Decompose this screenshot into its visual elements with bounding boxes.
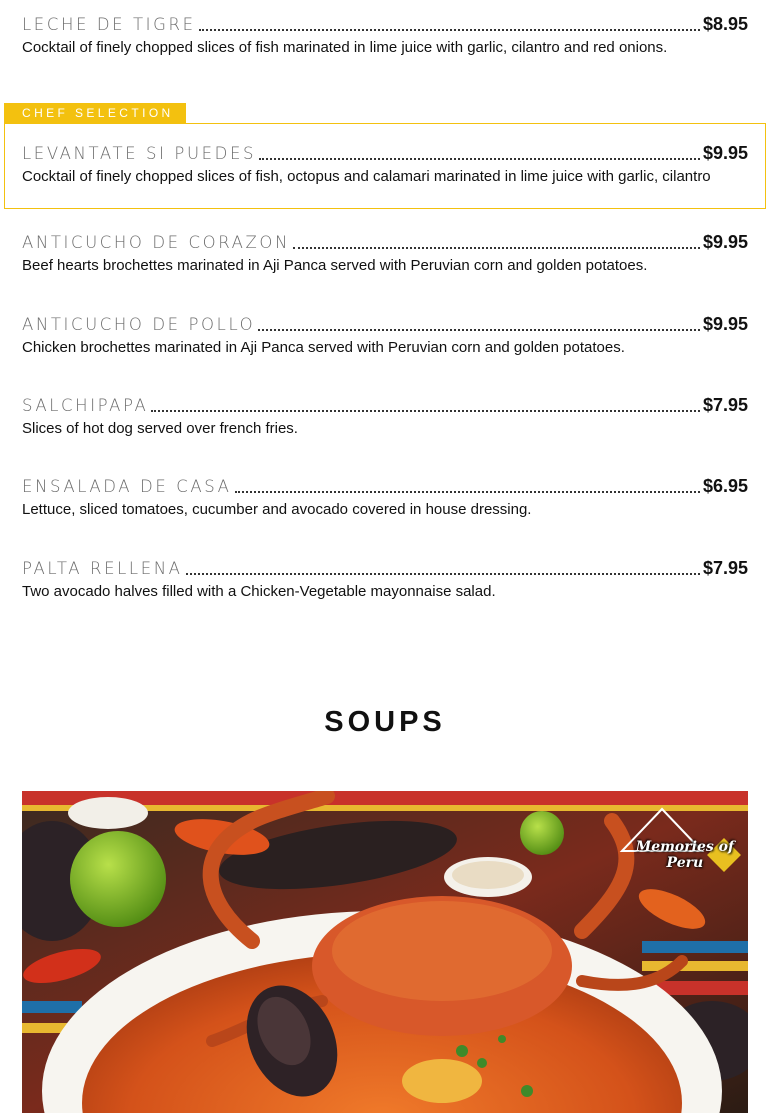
menu-item-salchipapa bbox=[22, 393, 748, 437]
menu-item-palta-rellena bbox=[22, 556, 748, 600]
menu-item-leche-de-tigre bbox=[22, 12, 748, 56]
menu-item-ensalada-de-casa bbox=[22, 474, 748, 518]
dot-leader bbox=[259, 157, 700, 160]
section-title-soups: SOUPS bbox=[324, 706, 446, 738]
dot-leader bbox=[151, 409, 700, 412]
dot-leader bbox=[293, 246, 700, 249]
dot-leader bbox=[235, 490, 700, 493]
brand-logo bbox=[636, 839, 734, 871]
item-name: ANTICUCHO DE POLLO bbox=[22, 315, 256, 334]
item-name: LECHE DE TIGRE bbox=[22, 15, 196, 34]
menu-item-anticucho-de-pollo bbox=[22, 312, 748, 356]
item-price: $7.95 bbox=[702, 558, 748, 578]
item-description: Two avocado halves filled with a Chicken-Vegetable mayonnaise salad. bbox=[22, 583, 496, 600]
item-price: $6.95 bbox=[702, 476, 748, 496]
dot-leader bbox=[199, 28, 700, 31]
item-name: PALTA RELLENA bbox=[22, 559, 183, 578]
item-name: LEVANTATE SI PUEDES bbox=[22, 144, 257, 163]
menu-item-levantate-si-puedes bbox=[22, 141, 748, 185]
item-description: Beef hearts brochettes marinated in Aji Panca served with Peruvian corn and golden potatoes. bbox=[22, 257, 648, 274]
dot-leader bbox=[258, 328, 700, 331]
logo-line-1: Memories of bbox=[635, 839, 734, 855]
item-price: $9.95 bbox=[702, 314, 748, 334]
item-description: Cocktail of finely chopped slices of fish marinated in lime juice with garlic, cilantro and red onions. bbox=[22, 39, 668, 56]
item-description: Slices of hot dog served over french fries. bbox=[22, 420, 298, 437]
menu-item-anticucho-de-corazon bbox=[22, 230, 748, 274]
item-name: SALCHIPAPA bbox=[22, 396, 149, 415]
item-price: $7.95 bbox=[702, 395, 748, 415]
item-name: ANTICUCHO DE CORAZON bbox=[22, 233, 290, 252]
item-description: Cocktail of finely chopped slices of fish, octopus and calamari marinated in lime juice with garlic, cilantro bbox=[22, 168, 711, 185]
logo-line-2: Peru bbox=[666, 855, 704, 871]
item-description: Chicken brochettes marinated in Aji Panca served with Peruvian corn and golden potatoes. bbox=[22, 339, 625, 356]
chef-selection-badge: CHEF SELECTION bbox=[4, 103, 186, 123]
item-name: ENSALADA DE CASA bbox=[22, 477, 232, 496]
item-price: $9.95 bbox=[702, 232, 748, 252]
dot-leader bbox=[186, 572, 700, 575]
soup-photo bbox=[22, 791, 748, 1113]
item-price: $8.95 bbox=[702, 14, 748, 34]
item-price: $9.95 bbox=[702, 143, 748, 163]
item-description: Lettuce, sliced tomatoes, cucumber and avocado covered in house dressing. bbox=[22, 501, 532, 518]
